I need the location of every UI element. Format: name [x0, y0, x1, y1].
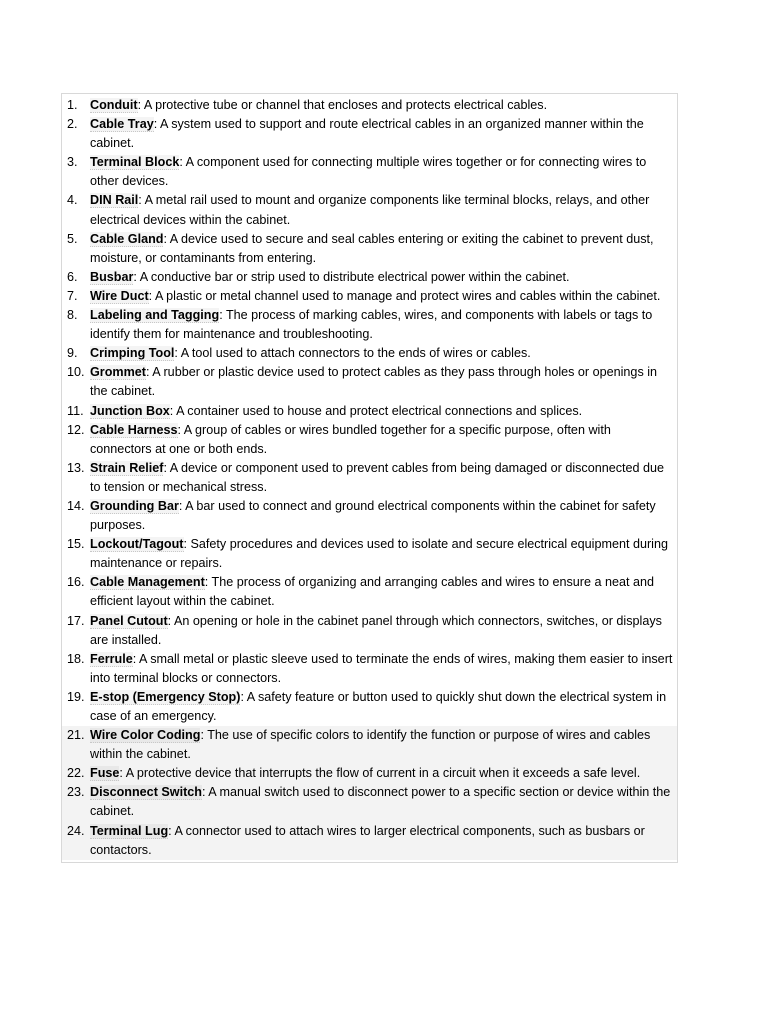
item-term: Panel Cutout — [90, 613, 168, 628]
item-definition: : The process of marking cables, wires, and components with labels or tags to identify them for maintenance and troubleshooting. — [90, 308, 653, 342]
list-item — [62, 459, 677, 497]
item-number: 24. — [67, 823, 85, 838]
item-term: Cable Tray — [90, 117, 154, 132]
item-term: Busbar — [90, 269, 134, 284]
item-definition: : A rubber or plastic device used to protect cables as they pass through holes or openings in the cabinet. — [90, 365, 658, 399]
item-number: 11. — [67, 403, 84, 418]
item-definition: : The use of specific colors to identify the function or purpose of wires and cables within the cabinet. — [90, 728, 651, 762]
item-term: Cable Management — [90, 575, 205, 590]
item-number: 23. — [67, 785, 85, 800]
item-number: 9. — [67, 346, 78, 361]
list-item — [62, 688, 677, 726]
item-number: 21. — [67, 728, 85, 743]
item-definition: : A conductive bar or strip used to distribute electrical power within the cabinet. — [133, 269, 570, 284]
item-term: Ferrule — [90, 651, 133, 666]
item-number: 15. — [67, 537, 85, 552]
item-term: Disconnect Switch — [90, 785, 202, 800]
list-item — [62, 497, 677, 535]
item-term: Cable Harness — [90, 422, 178, 437]
item-term: Labeling and Tagging — [90, 308, 220, 323]
item-term: Wire Duct — [90, 288, 149, 303]
item-term: Wire Color Coding — [90, 728, 201, 743]
list-item — [62, 230, 677, 268]
item-number: 14. — [67, 498, 85, 513]
item-definition: : A safety feature or button used to quickly shut down the electrical system in case of an emergency. — [90, 689, 667, 723]
item-definition: : Safety procedures and devices used to isolate and secure electrical equipment during maintenance or repairs. — [90, 537, 668, 571]
item-definition: : A tool used to attach connectors to the ends of wires or cables. — [174, 346, 531, 361]
item-definition: : The process of organizing and arranging cables and wires to ensure a neat and efficient layout within the cabinet. — [90, 575, 655, 609]
item-number: 17. — [67, 613, 85, 628]
item-term: Cable Gland — [90, 231, 164, 246]
item-definition: : A manual switch used to disconnect power to a specific section or device within the cabinet. — [90, 785, 671, 819]
item-definition: : A system used to support and route electrical cables in an organized manner within the cabinet. — [90, 117, 644, 151]
item-term: Conduit — [90, 98, 138, 112]
item-definition: : A small metal or plastic sleeve used to terminate the ends of wires, making them easier to insert into terminal blocks or connectors. — [90, 651, 673, 685]
item-term: DIN Rail — [90, 193, 139, 208]
item-term: Grommet — [90, 365, 146, 380]
item-definition: : A protective device that interrupts the flow of current in a circuit when it exceeds a safe level. — [119, 766, 641, 781]
item-term: Terminal Block — [90, 155, 180, 170]
list-item — [62, 783, 677, 821]
list-item — [62, 726, 677, 764]
list-item — [62, 153, 677, 191]
list-item — [62, 650, 677, 688]
glossary-list — [62, 96, 677, 860]
item-definition: : A protective tube or channel that encloses and protects electrical cables. — [137, 98, 548, 112]
list-item — [62, 363, 677, 401]
list-item — [62, 822, 677, 860]
item-number: 22. — [67, 766, 85, 781]
list-item — [62, 344, 677, 363]
item-number: 6. — [67, 269, 78, 284]
item-definition: : A bar used to connect and ground electrical components within the cabinet for safety purposes. — [90, 498, 656, 533]
list-item — [62, 191, 677, 229]
item-number: 5. — [67, 231, 78, 246]
item-term: Crimping Tool — [90, 346, 175, 361]
list-item — [62, 764, 677, 783]
item-number: 16. — [67, 575, 85, 590]
item-term: Strain Relief — [90, 460, 164, 475]
list-item — [62, 612, 677, 650]
item-definition: : A plastic or metal channel used to manage and protect wires and cables within the cabinet. — [148, 288, 661, 303]
item-term: Terminal Lug — [90, 823, 169, 838]
list-item — [62, 115, 677, 153]
list-item — [62, 535, 677, 573]
list-item — [62, 268, 677, 287]
item-term: Junction Box — [90, 403, 170, 418]
item-definition: : A device or component used to prevent cables from being damaged or disconnected due to tension or mechanical stress. — [90, 460, 665, 494]
item-definition: : A connector used to attach wires to larger electrical components, such as busbars or contactors. — [90, 823, 645, 857]
item-number: 2. — [67, 117, 78, 132]
item-definition: : A device used to secure and seal cables entering or exiting the cabinet to prevent dust, moisture, or contaminants from entering. — [90, 231, 654, 265]
list-item — [62, 402, 677, 421]
list-item — [62, 573, 677, 611]
list-item — [62, 306, 677, 344]
item-number: 18. — [67, 651, 85, 666]
item-number: 8. — [67, 308, 78, 323]
item-number: 1. — [67, 98, 78, 112]
list-item — [62, 287, 677, 306]
item-term: Fuse — [90, 766, 120, 781]
item-number: 3. — [67, 155, 78, 170]
item-number: 10. — [67, 365, 85, 380]
item-definition: : An opening or hole in the cabinet panel through which connectors, switches, or displays are installed. — [90, 613, 662, 647]
item-term: Grounding Bar — [90, 498, 179, 513]
item-number: 7. — [67, 288, 78, 303]
list-item — [62, 96, 677, 115]
item-definition: : A metal rail used to mount and organize components like terminal blocks, relays, and other electrical devices within the cabinet. — [90, 193, 650, 227]
item-term: E-stop (Emergency Stop) — [90, 689, 241, 704]
item-definition: : A group of cables or wires bundled together for a specific purpose, often with connectors at one or both ends. — [90, 422, 611, 456]
list-item — [62, 421, 677, 459]
item-number: 19. — [67, 689, 85, 704]
item-number: 12. — [67, 422, 85, 437]
item-definition: : A container used to house and protect electrical connections and splices. — [169, 403, 583, 418]
item-definition: : A component used for connecting multiple wires together or for connecting wires to other devices. — [90, 155, 647, 189]
item-number: 4. — [67, 193, 78, 208]
item-term: Lockout/Tagout — [90, 537, 184, 552]
document-text-block[interactable] — [61, 93, 678, 863]
item-number: 13. — [67, 460, 85, 475]
